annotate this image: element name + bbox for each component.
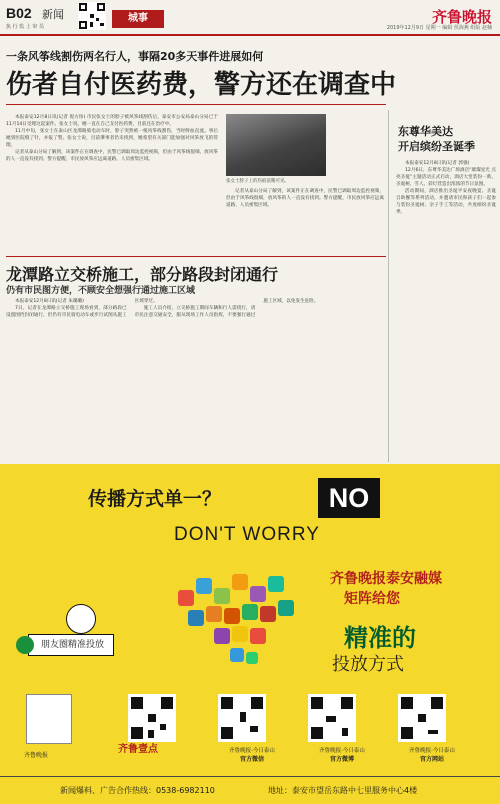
channel-badge: 城事 [112, 10, 164, 28]
qr-code-icon [218, 694, 266, 742]
footer-contact: 新闻爆料、广告合作热线：0538-6982110 [60, 786, 215, 795]
qr-code-icon [308, 694, 356, 742]
sidebar-article-body [396, 160, 496, 458]
page-footer [0, 776, 500, 804]
editor-labels: 执 行 监 上 审 员 [6, 24, 44, 30]
qr-title: 官方网站 [419, 756, 444, 763]
dateline: 2019年12月9日 星期一 编辑 侯海燕 组版 赵楠 [386, 25, 492, 31]
sidebar-byline: 本报泰安12月8日讯(记者 郭强) [405, 161, 470, 166]
qr-code-icon [398, 694, 446, 742]
newspaper-logo: 齐鲁晚报 [431, 8, 492, 26]
sidebar-paragraph: 活动期间，酒店推出圣诞平安夜晚宴、圣诞自助餐等系列活动，并邀请市民和孩子们一起参与装扮圣诞树、亲子手工等活动，共度缤纷圣诞季。 [396, 189, 496, 215]
qr-label: 齐鲁晚报·今日泰山 [229, 748, 275, 754]
sidebar-paragraph: 12月6日，东尊华美达广场酒店“璀璨星光 点亮圣诞”主题活动正式启动，酒店大堂装扮一新，圣诞树、雪人、彩灯营造出浓浓的节日氛围。 [396, 168, 496, 187]
divider [6, 256, 386, 257]
second-subhead: 仍有市民图方便，不顾安全想强行通过施工区域 [6, 286, 196, 296]
lead-paragraph: 11月中旬，张女士在泰山区龙潭路骑电动车时，脖子突然被一根风筝线割伤，当时鲜血直流。事后她到医院缝了针，并报了警。张女士说，目前肇事者仍未找到，她希望有关部门能加强对风筝放飞的管理。 [6, 129, 218, 148]
lead-paragraph: 记者从泰山分局了解到，该案件正在调查中，民警已调取周边监控视频，但由于风筝线很细，放风筝的人一直没有找到。警方提醒，市民放风筝应远离道路、人员密集区域。 [6, 150, 218, 162]
page-number: B02 [6, 5, 32, 21]
lead-photo [226, 114, 326, 176]
page-header [0, 0, 500, 36]
qr-label: 齐鲁晚报·今日泰山 [319, 748, 365, 754]
lead-article-body-continued [226, 188, 384, 254]
second-byline: 本报泰安12月8日讯(记者 朱璐璐) [15, 299, 84, 304]
second-paragraph: 7日，记者在龙潭路立交桥施工现场看到，部分路段已设置围挡封闭通行，但仍有市民骑电动车或步行试图从施工区域穿过。 [6, 299, 158, 318]
qilu-yidian-logo: 齐鲁壹点 [118, 744, 158, 755]
divider [6, 104, 386, 105]
qr-code-icon [128, 694, 176, 742]
moments-badge: 朋友圈精准投放 [28, 634, 114, 656]
sidebar-headline [398, 124, 475, 154]
sidebar-title-line: 开启缤纷圣诞季 [398, 140, 475, 153]
qr-title: 官方微信 [239, 756, 264, 763]
qr-label: 齐鲁晚报 [24, 752, 49, 759]
puzzle-pieces-icon [158, 560, 318, 680]
sidebar-title-line: 东尊华美达 [398, 125, 453, 138]
hand-icon [66, 604, 96, 634]
lead-article-body [6, 114, 218, 254]
qr-label: 齐鲁晚报·今日泰山 [409, 748, 455, 754]
footer-address: 地址：泰安市望岳东路中七里服务中心4楼 [268, 786, 418, 795]
lead-paragraph: 记者从泰山分局了解到，该案件正在调查中，民警已调取周边监控视频，但由于风筝线很细，放风筝的人一直没有找到。警方提醒，市民放风筝应远离道路、人员密集区域。 [226, 189, 384, 208]
second-paragraph: 施工人员介绍，立交桥施工期间车辆和行人需绕行，请市民注意交通安全，服从现场工作人员指挥，不要强行通过施工区域，以免发生危险。 [134, 299, 319, 318]
ad-no-badge: NO [318, 478, 380, 518]
qr-code-row [0, 694, 500, 770]
lead-headline: 伤者自付医药费，警方还在调查中 [6, 70, 397, 100]
lead-paragraph: 本报泰安12月8日讯(记者 倪方珍) 市民张女士的脖子被风筝线割伤后，泰安市公安局泰山分局已于11月14日受理这起案件。张女士说，她一直在自己支付医药费，目前还在治疗中。 [6, 115, 218, 127]
second-headline: 龙潭路立交桥施工，部分路段封闭通行 [6, 265, 279, 284]
ad-dont-worry: DON'T WORRY [174, 524, 320, 545]
ad-question: 传播方式单一？ [88, 488, 222, 510]
photo-caption: 张女士脖子上的伤痕依稀可见。 [226, 179, 289, 184]
header-qr-code-icon [78, 2, 106, 30]
section-name: 新闻 [42, 8, 64, 21]
ad-line-3: 精准的 [344, 624, 416, 652]
second-article-body [6, 298, 384, 458]
speaker-icon [16, 636, 34, 654]
qr-title: 官方微博 [329, 756, 354, 763]
ad-line-2: 矩阵给您 [344, 591, 400, 607]
ad-line-1: 齐鲁晚报泰安融媒 [330, 571, 442, 587]
ad-line-4: 投放方式 [332, 654, 404, 675]
lead-deck: 一条风筝线割伤两名行人，事隔20多天事件进展如何 [6, 50, 264, 63]
